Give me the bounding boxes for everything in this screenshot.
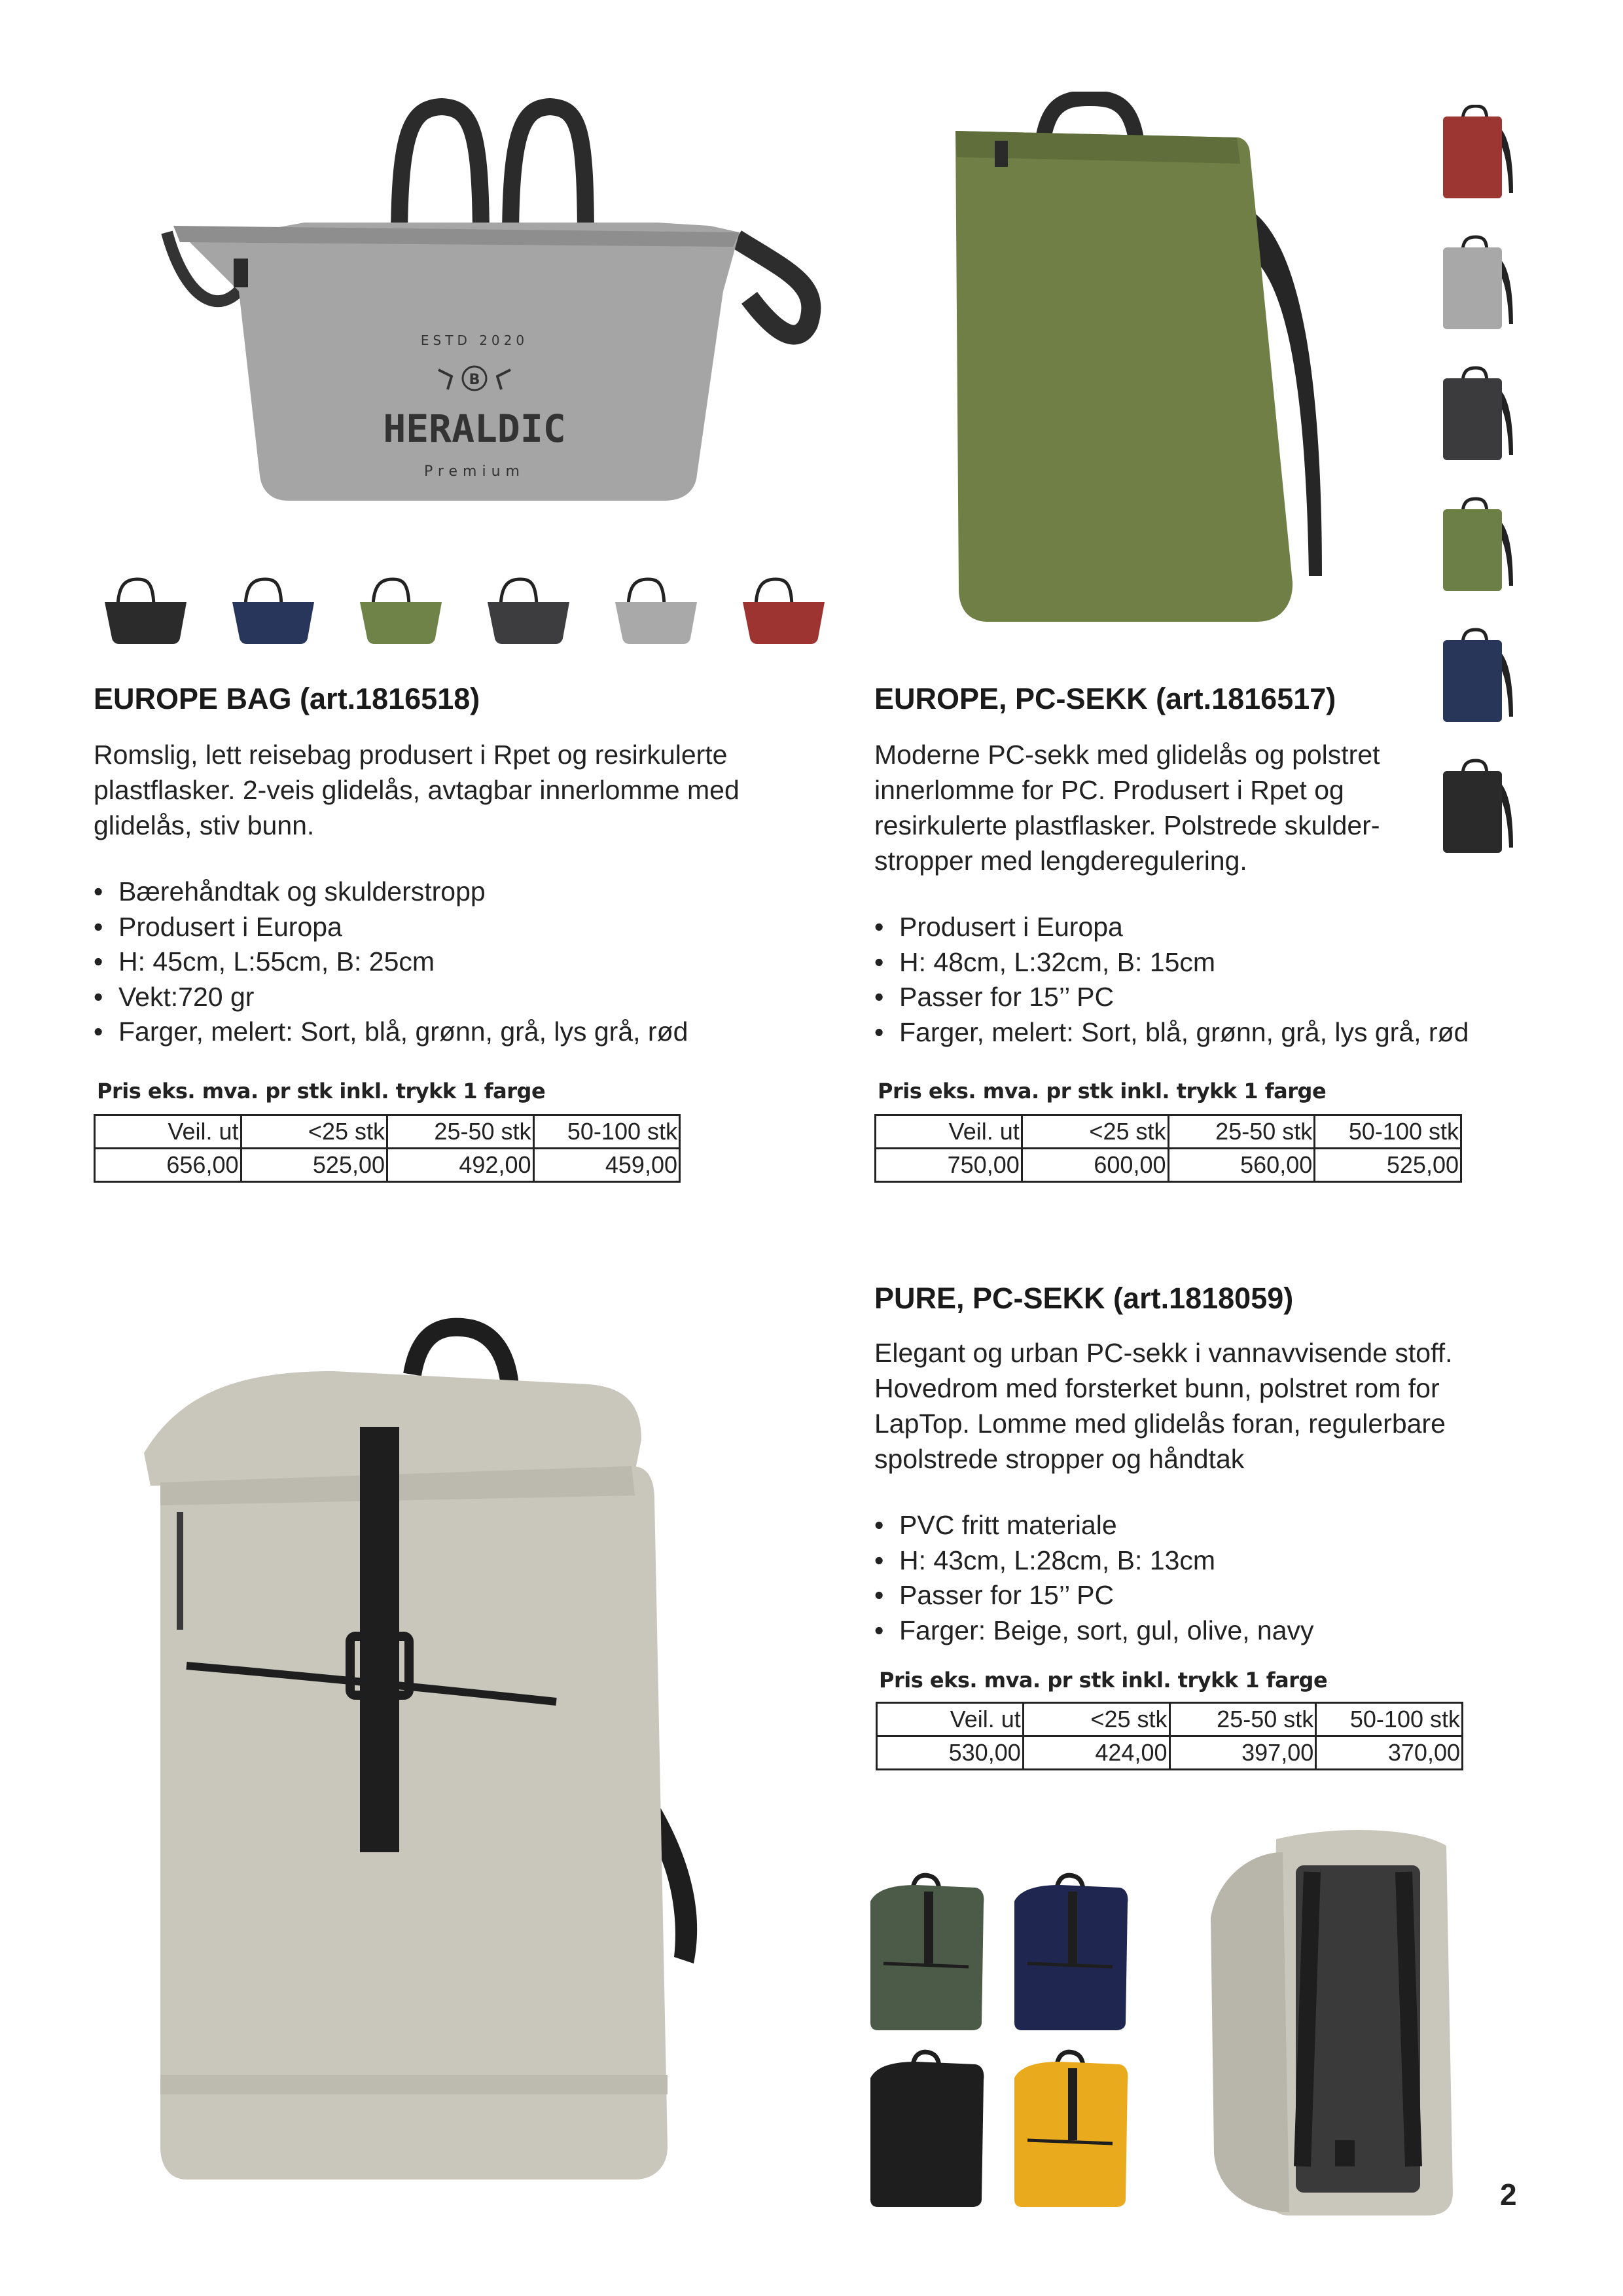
price-cell: 560,00: [1168, 1149, 1315, 1182]
price-cell: 424,00: [1023, 1736, 1169, 1770]
col-veil: Veil. ut: [876, 1115, 1022, 1149]
description-line: LapTop. Lomme med glidelås foran, regulerbare: [874, 1408, 1446, 1439]
europe-bag-title: EUROPE BAG (art.1816518): [94, 682, 480, 715]
description-line: Elegant og urban PC-sekk i vannavvisende stoff.: [874, 1338, 1453, 1368]
description-line: plastflasker. 2-veis glidelås, avtagbar innerlomme med: [94, 775, 740, 805]
col-50-100: 50-100 stk: [533, 1115, 680, 1149]
price-heading: Pris eks. mva. pr stk inkl. trykk 1 farge: [878, 1079, 1327, 1103]
feature-item: • H: 45cm, L:55cm, B: 25cm: [94, 944, 688, 980]
price-cell: 656,00: [95, 1149, 241, 1182]
color-swatch: [1443, 368, 1513, 460]
price-cell: 397,00: [1169, 1736, 1316, 1770]
col-50-100: 50-100 stk: [1316, 1703, 1463, 1736]
feature-item: • Passer for 15’’ PC: [874, 980, 1469, 1015]
price-heading: Pris eks. mva. pr stk inkl. trykk 1 farge: [879, 1668, 1328, 1693]
feature-item: • PVC fritt materiale: [874, 1508, 1314, 1543]
feature-item: • Bærehåndtak og skulderstropp: [94, 874, 688, 910]
price-cell: 492,00: [387, 1149, 534, 1182]
price-header-row: [95, 1115, 680, 1149]
feature-item: • Farger, melert: Sort, blå, grønn, grå, lys grå, rød: [874, 1015, 1469, 1050]
feature-item: • H: 48cm, L:32cm, B: 15cm: [874, 945, 1469, 980]
europe-pc-price-table: [874, 1114, 1462, 1183]
description-line: stropper med lengderegulering.: [874, 846, 1247, 876]
color-swatch: [1443, 237, 1513, 329]
europe-bag-swatches: [98, 576, 825, 648]
price-cell: 459,00: [533, 1149, 680, 1182]
description-line: Hovedrom med forsterket bunn, polstret rom for: [874, 1373, 1440, 1403]
price-value-row: [95, 1149, 680, 1182]
col-25-50: 25-50 stk: [387, 1115, 534, 1149]
price-cell: 530,00: [877, 1736, 1024, 1770]
pure-color-variants: [864, 1872, 1191, 2212]
description-line: glidelås, stiv bunn.: [94, 810, 315, 840]
feature-item: • Vekt:720 gr: [94, 980, 688, 1015]
pure-back-view-image: [1198, 1826, 1459, 2219]
price-cell: 600,00: [1022, 1149, 1168, 1182]
europe-pc-features: [874, 910, 1469, 1050]
description-line: innerlomme for PC. Produsert i Rpet og: [874, 775, 1344, 805]
europe-pc-backpack-image: [929, 92, 1374, 635]
pure-pc-description: [874, 1335, 1529, 1477]
description-line: Moderne PC-sekk med glidelås og polstret: [874, 740, 1380, 770]
color-swatch: [870, 1875, 984, 2030]
price-cell: 370,00: [1316, 1736, 1463, 1770]
col-25-50: 25-50 stk: [1169, 1703, 1316, 1736]
color-swatch: [1443, 630, 1513, 722]
color-swatch: [1014, 1875, 1128, 2030]
logo-brand: HERALDIC: [383, 406, 566, 451]
color-swatch: [232, 579, 314, 644]
europe-bag-image: [147, 75, 834, 560]
pure-pc-features: [874, 1508, 1314, 1648]
price-header-row: [876, 1115, 1461, 1149]
color-swatch: [615, 579, 697, 644]
color-swatch: [1443, 106, 1513, 198]
feature-item: • Produsert i Europa: [94, 910, 688, 945]
europe-pc-description: [874, 737, 1463, 878]
europe-bag-description: [94, 737, 846, 843]
europe-bag-price-table: [94, 1114, 681, 1183]
europe-pc-title: EUROPE, PC-SEKK (art.1816517): [874, 682, 1336, 715]
page-number: 2: [1500, 2178, 1517, 2212]
description-line: Romslig, lett reisebag produsert i Rpet og resirkulerte: [94, 740, 728, 770]
col-lt25: <25 stk: [1023, 1703, 1169, 1736]
color-swatch: [1014, 2052, 1128, 2207]
color-swatch: [870, 2052, 984, 2207]
price-cell: 525,00: [1315, 1149, 1461, 1182]
col-25-50: 25-50 stk: [1168, 1115, 1315, 1149]
logo-letter: B: [469, 372, 480, 388]
price-heading: Pris eks. mva. pr stk inkl. trykk 1 farge: [97, 1079, 546, 1103]
description-line: resirkulerte plastflasker. Polstrede skulder-: [874, 810, 1380, 840]
feature-item: • Farger: Beige, sort, gul, olive, navy: [874, 1613, 1314, 1649]
price-value-row: [877, 1736, 1463, 1770]
color-swatch: [1443, 499, 1513, 591]
feature-item: • H: 43cm, L:28cm, B: 13cm: [874, 1543, 1314, 1579]
col-veil: Veil. ut: [877, 1703, 1024, 1736]
color-swatch: [360, 579, 442, 644]
col-veil: Veil. ut: [95, 1115, 241, 1149]
color-swatch: [488, 579, 569, 644]
price-header-row: [877, 1703, 1463, 1736]
description-line: spolstrede stropper og håndtak: [874, 1444, 1245, 1474]
pure-pc-title: PURE, PC-SEKK (art.1818059): [874, 1282, 1294, 1315]
logo-estd: ESTD 2020: [420, 332, 529, 348]
color-swatch: [105, 579, 187, 644]
feature-item: • Produsert i Europa: [874, 910, 1469, 945]
price-value-row: [876, 1149, 1461, 1182]
price-cell: 525,00: [241, 1149, 387, 1182]
europe-bag-features: [94, 874, 688, 1050]
col-lt25: <25 stk: [1022, 1115, 1168, 1149]
pure-pc-backpack-image: [105, 1309, 713, 2186]
logo-sub: Premium: [424, 463, 525, 480]
col-lt25: <25 stk: [241, 1115, 387, 1149]
feature-item: • Farger, melert: Sort, blå, grønn, grå, lys grå, rød: [94, 1014, 688, 1050]
color-swatch: [743, 579, 825, 644]
col-50-100: 50-100 stk: [1315, 1115, 1461, 1149]
price-cell: 750,00: [876, 1149, 1022, 1182]
pure-pc-price-table: [876, 1702, 1463, 1770]
feature-item: • Passer for 15’’ PC: [874, 1578, 1314, 1613]
